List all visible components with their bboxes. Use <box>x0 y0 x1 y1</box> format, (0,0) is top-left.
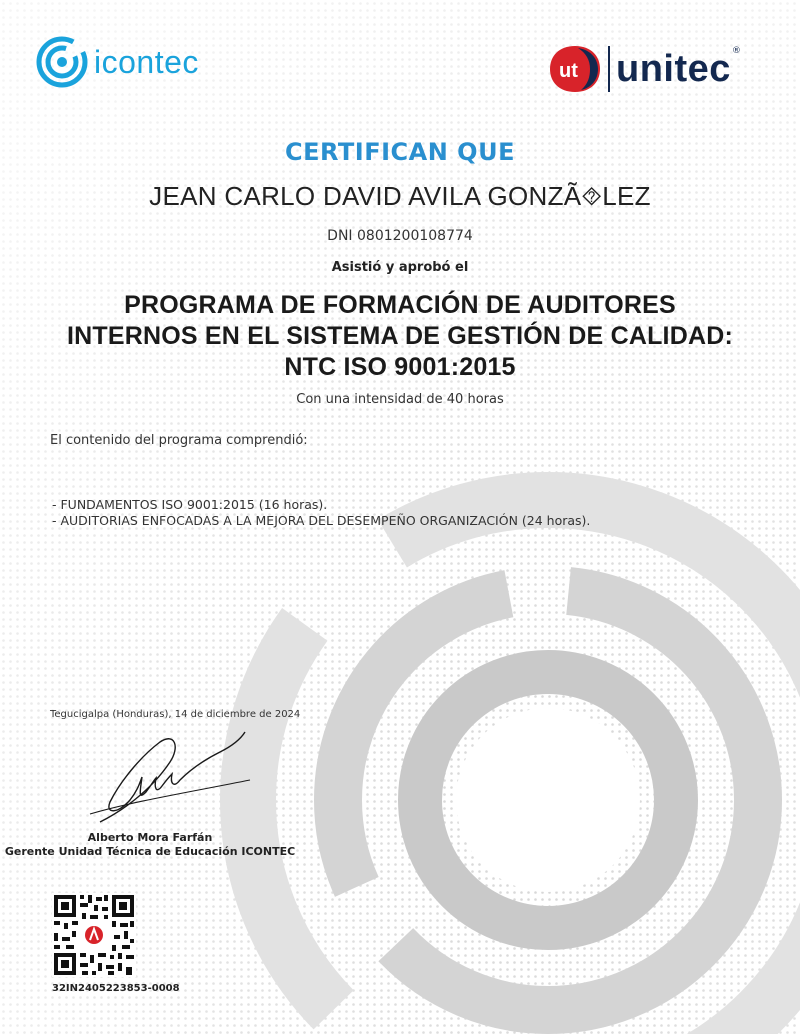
program-title-line: INTERNOS EN EL SISTEMA DE GESTIÓN DE CALIDAD: <box>67 322 733 350</box>
program-intensity: Con una intensidad de 40 horas <box>296 392 504 407</box>
unitec-logo <box>548 44 741 94</box>
program-title <box>0 290 800 383</box>
place-date: Tegucigalpa (Honduras), 14 de diciembre de 2024 <box>50 709 301 720</box>
content-intro: El contenido del programa comprendió: <box>50 433 308 448</box>
content-list <box>52 497 590 529</box>
unitec-divider <box>608 46 610 92</box>
program-title-line: NTC ISO 9001:2015 <box>284 353 516 381</box>
recipient-name: JEAN CARLO DAVID AVILA GONZÃ⯑LEZ <box>149 181 651 211</box>
signer-role: Gerente Unidad Técnica de Educación ICONTEC <box>4 845 296 858</box>
certificate-code: 32IN2405223853-0008 <box>52 983 180 994</box>
signature-image <box>80 722 260 832</box>
recipient-dni: DNI 0801200108774 <box>327 228 473 244</box>
registered-mark: ® <box>731 46 741 56</box>
certifican-heading: CERTIFICAN QUE <box>285 138 515 166</box>
unitec-badge-text: ut <box>559 60 578 82</box>
icontec-target-icon <box>36 36 88 88</box>
program-title-line: PROGRAMA DE FORMACIÓN DE AUDITORES <box>124 291 676 319</box>
unitec-badge-icon <box>548 44 602 94</box>
content-item: - FUNDAMENTOS ISO 9001:2015 (16 horas). <box>52 497 328 512</box>
qr-code <box>52 893 136 977</box>
icontec-logo <box>36 36 199 88</box>
attended-text: Asistió y aprobó el <box>331 260 469 275</box>
signer-name: Alberto Mora Farfán <box>87 831 213 844</box>
unitec-wordmark: unitec <box>616 47 731 90</box>
content-item: - AUDITORIAS ENFOCADAS A LA MEJORA DEL DESEMPEÑO ORGANIZACIÓN (24 horas). <box>52 513 591 528</box>
icontec-wordmark: icontec <box>94 43 199 80</box>
